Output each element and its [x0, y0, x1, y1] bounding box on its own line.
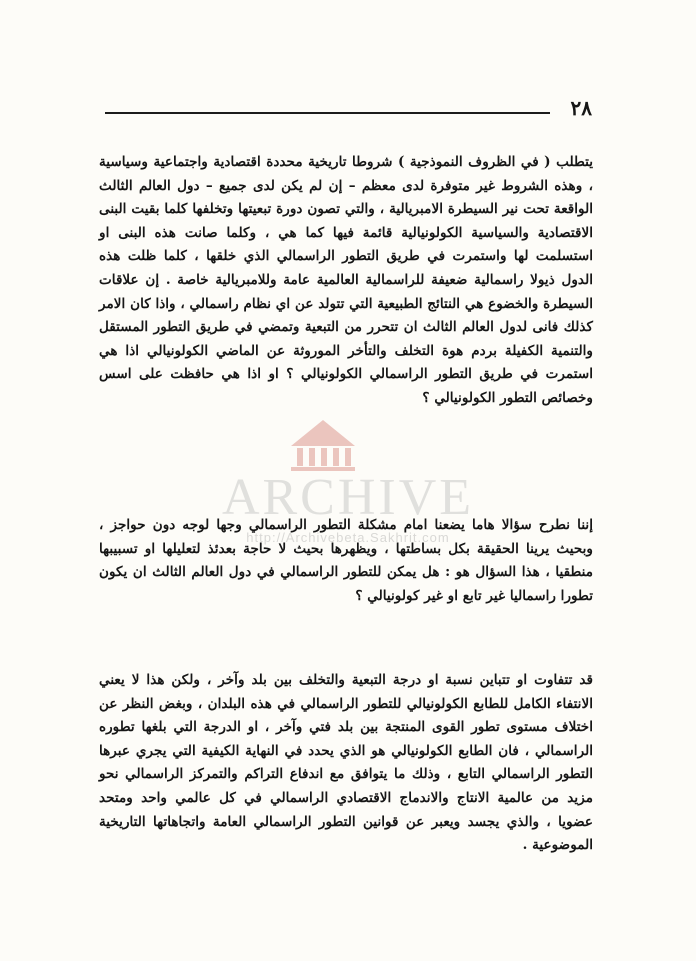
header-rule [105, 112, 550, 114]
watermark-url: http://Archivebeta.Sakhrit.com [246, 530, 450, 545]
paragraph-3: قد تتفاوت او تتباين نسبة او درجة التبعية والتخلف بين بلد وآخر ، ولكن هذا لا يعني الانتفاء الكامل للطابع الكولونيالي للتطور الراسمالي في هذه البلدان ، وبغض النظر عن اختلاف مستوى تطور القوى المنتجة بين بلد فتي وآخر ، او الدرجة التي بلغها تطوره الراسمالي ، فان الطابع الكولونيالي هو الذي يحدد في النهاية الكيفية التي يجري عبرها التطور الراسمالي التابع ، وذلك ما يتوافق مع اندفاع التراكم والتمركز الراسمالي نحو مزيد من عالمية الانتاج والاندماج الاقتصادي الراسمالي في كل عالمي واحد ومتحد عضويا ، والذي يجسد ويعبر عن قوانين التطور الراسمالي العامة واتجاهاتها التاريخية الموضوعية . [99, 672, 593, 854]
paragraph-2: إننا نطرح سؤالا هاما يضعنا امام مشكلة التطور الراسمالي وجها لوجه دون حواجز ، وبحيث يرينا الحقيقة بكل بساطتها ، ويظهرها بحيث لا حاجة بعدئذ لتعليلها او تسبيبها منطقيا ، هذا السؤال هو : هل يمكن للتطور الراسمالي في دول العالم الثالث ان يكون تطورا راسماليا غير تابع او غير كولونيالي ؟ [99, 517, 593, 604]
watermark-title: ARCHIVE [221, 469, 475, 526]
paragraph-1: يتطلب ( في الظروف النموذجية ) شروطا تاريخية محددة اقتصادية واجتماعية وسياسية ، وهذه الشروط غير متوفرة لدى معظم – إن لم يكن لدى جميع – دول العالم الثالث الواقعة تحت نير السيطرة الامبريالية ، والتي تصون دورة تبعيتها وتخلفها كلما بقيت البنى الاقتصادية والسياسية الكولونيالية قائمة فيها كما هي ، وكلما صانت هذه البنى او استسلمت لها واستمرت في طريق التطور الراسمالي الذي خلقها ، كلما ظلت هذه الدول ذيولا راسمالية ضعيفة للراسمالية العالمية عامة وللامبريالية خاصة . إن علاقات السيطرة والخضوع هي النتائج الطبيعية التي تتولد عن اي نظام راسمالي ، واذا كان الامر كذلك فانى لدول العالم الثالث ان تتحرر من التبعية وتمضي في طريق التطور المستقل والتنمية الكفيلة بردم هوة التخلف والتأخر الموروثة عن الماضي الكولونيالي اذا هي استمرت في طريق التطور الراسمالي الكولونيالي ؟ او اذا هي حافظت على اسس وخصائص التطور الكولونيالي ؟ [99, 154, 593, 406]
page-number: ٢٨ [570, 96, 592, 120]
archive-emblem-icon [287, 416, 359, 472]
